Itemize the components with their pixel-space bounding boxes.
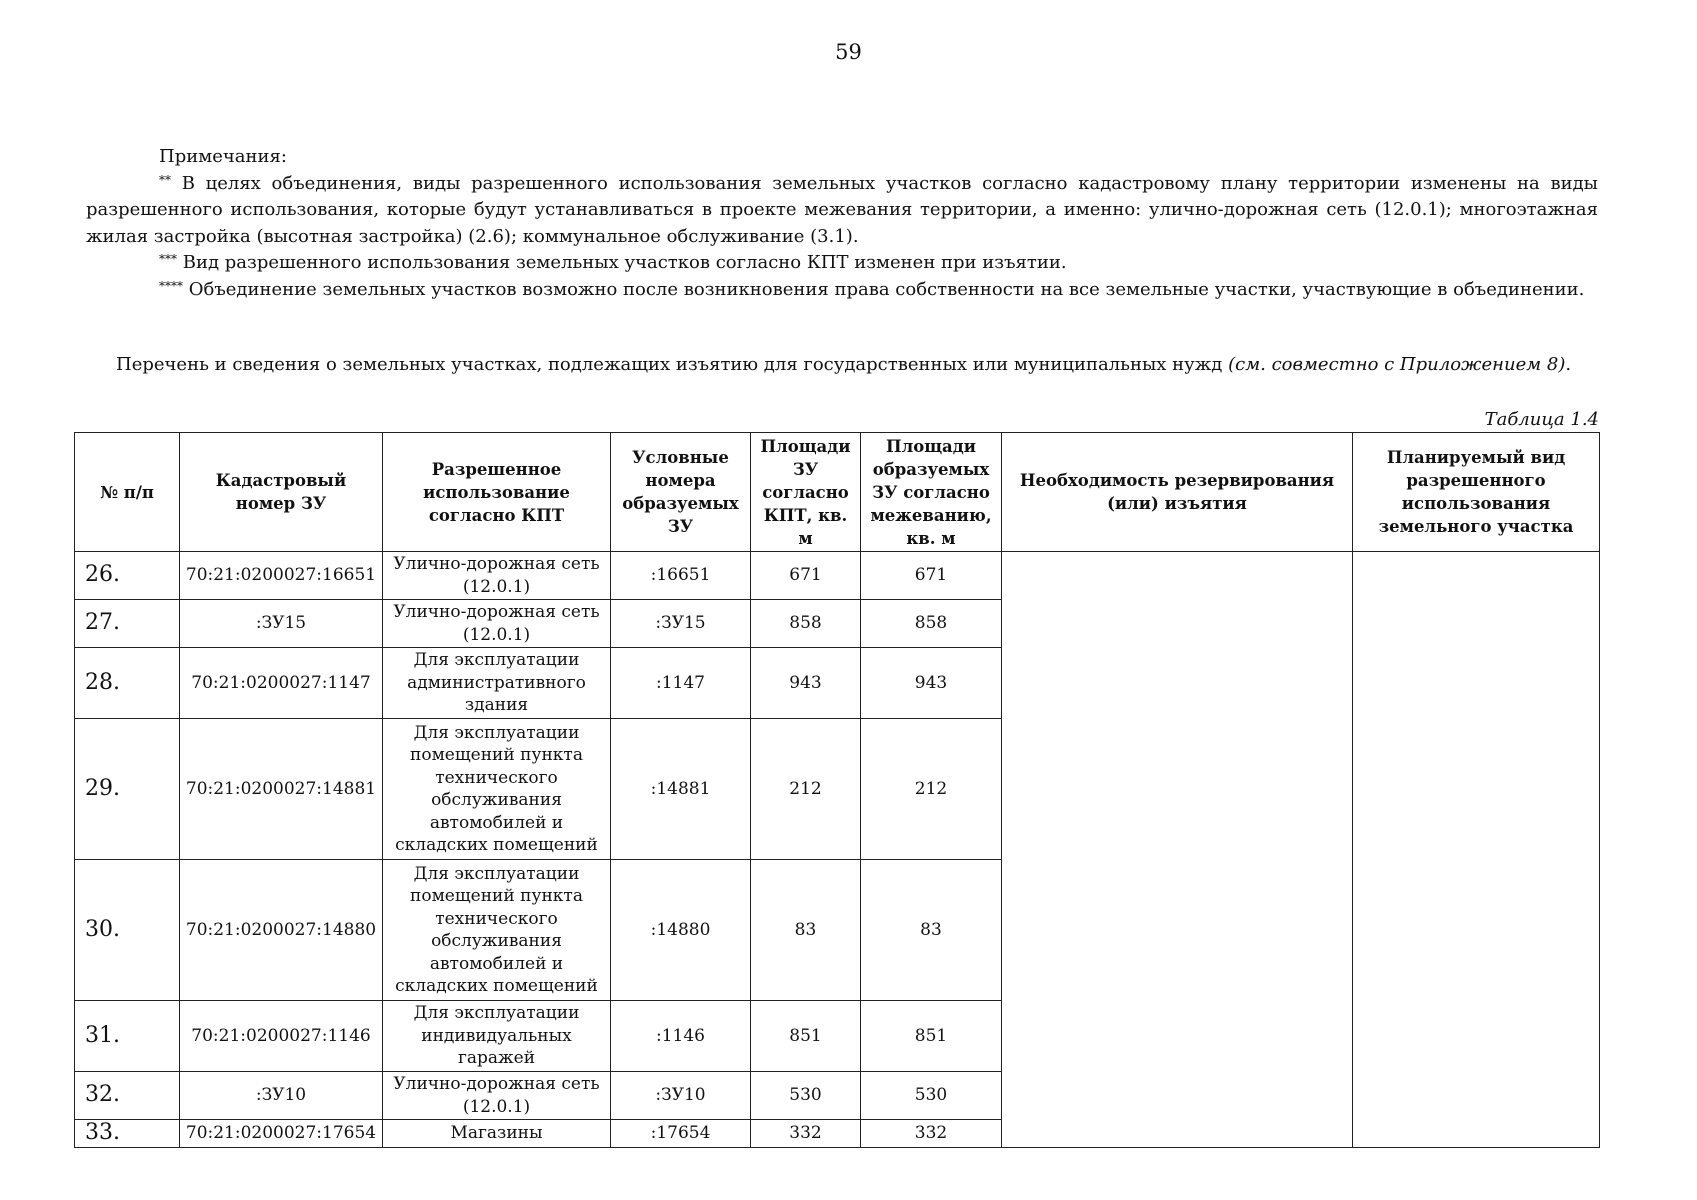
- cell-area-new: 858: [861, 600, 1002, 648]
- cell-number: 26.: [75, 552, 180, 600]
- cell-conditional-number: :14881: [611, 719, 751, 860]
- cell-cadastral: :ЗУ10: [180, 1072, 383, 1120]
- cell-number: 30.: [75, 860, 180, 1001]
- cell-planned-use-merged: [1353, 552, 1600, 1148]
- header-reservation: Необходимость резервирования (или) изъятия: [1002, 433, 1353, 552]
- list-title-main: Перечень и сведения о земельных участках, подлежащих изъятию для государственных или муниципальных нужд: [116, 354, 1229, 375]
- cell-cadastral: 70:21:0200027:1147: [180, 648, 383, 719]
- note-2: [86, 250, 1598, 277]
- cell-cadastral: 70:21:0200027:1146: [180, 1001, 383, 1072]
- header-area-kpt: Площади ЗУ согласно КПТ, кв. м: [751, 433, 861, 552]
- note-3-mark: ****: [159, 278, 183, 293]
- cell-permitted-use: Для эксплуатации индивидуальных гаражей: [383, 1001, 611, 1072]
- cell-conditional-number: :ЗУ15: [611, 600, 751, 648]
- cell-conditional-number: :ЗУ10: [611, 1072, 751, 1120]
- land-plots-table: [74, 432, 1600, 1148]
- header-planned-use: Планируемый вид разрешенного использования земельного участка: [1353, 433, 1600, 552]
- note-3-text: Объединение земельных участков возможно после возникновения права собственности на все земельные участки, участвующие в объединении.: [183, 278, 1585, 300]
- cell-area-new: 212: [861, 719, 1002, 860]
- note-2-mark: ***: [159, 252, 177, 266]
- cell-area-new: 332: [861, 1120, 1002, 1148]
- cell-area-kpt: 83: [751, 860, 861, 1001]
- list-title: [116, 354, 1616, 375]
- cell-area-kpt: 212: [751, 719, 861, 860]
- cell-area-kpt: 530: [751, 1072, 861, 1120]
- header-number: № п/п: [75, 433, 180, 552]
- cell-cadastral: 70:21:0200027:16651: [180, 552, 383, 600]
- list-title-end: .: [1565, 354, 1572, 375]
- cell-area-kpt: 671: [751, 552, 861, 600]
- cell-number: 28.: [75, 648, 180, 719]
- cell-reservation-merged: [1002, 552, 1353, 1148]
- cell-area-new: 530: [861, 1072, 1002, 1120]
- cell-cadastral: 70:21:0200027:14880: [180, 860, 383, 1001]
- cell-area-kpt: 851: [751, 1001, 861, 1072]
- header-conditional-numbers: Условные номера образуемых ЗУ: [611, 433, 751, 552]
- cell-permitted-use: Улично-дорожная сеть (12.0.1): [383, 600, 611, 648]
- cell-number: 32.: [75, 1072, 180, 1120]
- note-1: [86, 171, 1598, 251]
- cell-area-new: 671: [861, 552, 1002, 600]
- page-number: 59: [835, 40, 862, 64]
- table-header-row: [75, 433, 1600, 552]
- cell-conditional-number: :14880: [611, 860, 751, 1001]
- cell-area-new: 83: [861, 860, 1002, 1001]
- cell-permitted-use: Улично-дорожная сеть (12.0.1): [383, 552, 611, 600]
- note-1-text: В целях объединения, виды разрешенного использования земельных участков согласно кадастровому плану территории изменены на виды разрешенного использования, которые будут устанавливаться в проекте межевания территории, а именно: улично-дорожная сеть (12.0.1); многоэтажная жилая застройка (высотная застройка) (2.6); коммунальное обслуживание (3.1).: [86, 172, 1598, 247]
- notes-section: [86, 144, 1598, 303]
- note-2-text: Вид разрешенного использования земельных участков согласно КПТ изменен при изъятии.: [177, 252, 1067, 273]
- note-3: [86, 277, 1598, 304]
- cell-area-kpt: 332: [751, 1120, 861, 1148]
- header-area-new: Площади образуемых ЗУ согласно межеванию, кв. м: [861, 433, 1002, 552]
- cell-cadastral: :ЗУ15: [180, 600, 383, 648]
- cell-area-kpt: 943: [751, 648, 861, 719]
- cell-number: 29.: [75, 719, 180, 860]
- cell-conditional-number: :17654: [611, 1120, 751, 1148]
- cell-number: 33.: [75, 1120, 180, 1148]
- cell-area-new: 851: [861, 1001, 1002, 1072]
- note-1-mark: **: [159, 172, 171, 187]
- cell-cadastral: 70:21:0200027:14881: [180, 719, 383, 860]
- cell-conditional-number: :1147: [611, 648, 751, 719]
- cell-number: 31.: [75, 1001, 180, 1072]
- cell-permitted-use: Улично-дорожная сеть (12.0.1): [383, 1072, 611, 1120]
- table-row: [75, 552, 1600, 600]
- cell-area-new: 943: [861, 648, 1002, 719]
- table-caption: Таблица 1.4: [1484, 409, 1599, 430]
- header-cadastral: Кадастровый номер ЗУ: [180, 433, 383, 552]
- cell-conditional-number: :16651: [611, 552, 751, 600]
- cell-permitted-use: Для эксплуатации помещений пункта технического обслуживания автомобилей и складских помещений: [383, 860, 611, 1001]
- cell-conditional-number: :1146: [611, 1001, 751, 1072]
- list-title-reference: (см. совместно с Приложением 8): [1228, 354, 1566, 375]
- cell-cadastral: 70:21:0200027:17654: [180, 1120, 383, 1148]
- cell-permitted-use: Для эксплуатации помещений пункта технического обслуживания автомобилей и складских помещений: [383, 719, 611, 860]
- header-permitted-use: Разрешенное использование согласно КПТ: [383, 433, 611, 552]
- cell-number: 27.: [75, 600, 180, 648]
- cell-area-kpt: 858: [751, 600, 861, 648]
- cell-permitted-use: Для эксплуатации административного здания: [383, 648, 611, 719]
- cell-permitted-use: Магазины: [383, 1120, 611, 1148]
- notes-title: Примечания:: [159, 146, 287, 167]
